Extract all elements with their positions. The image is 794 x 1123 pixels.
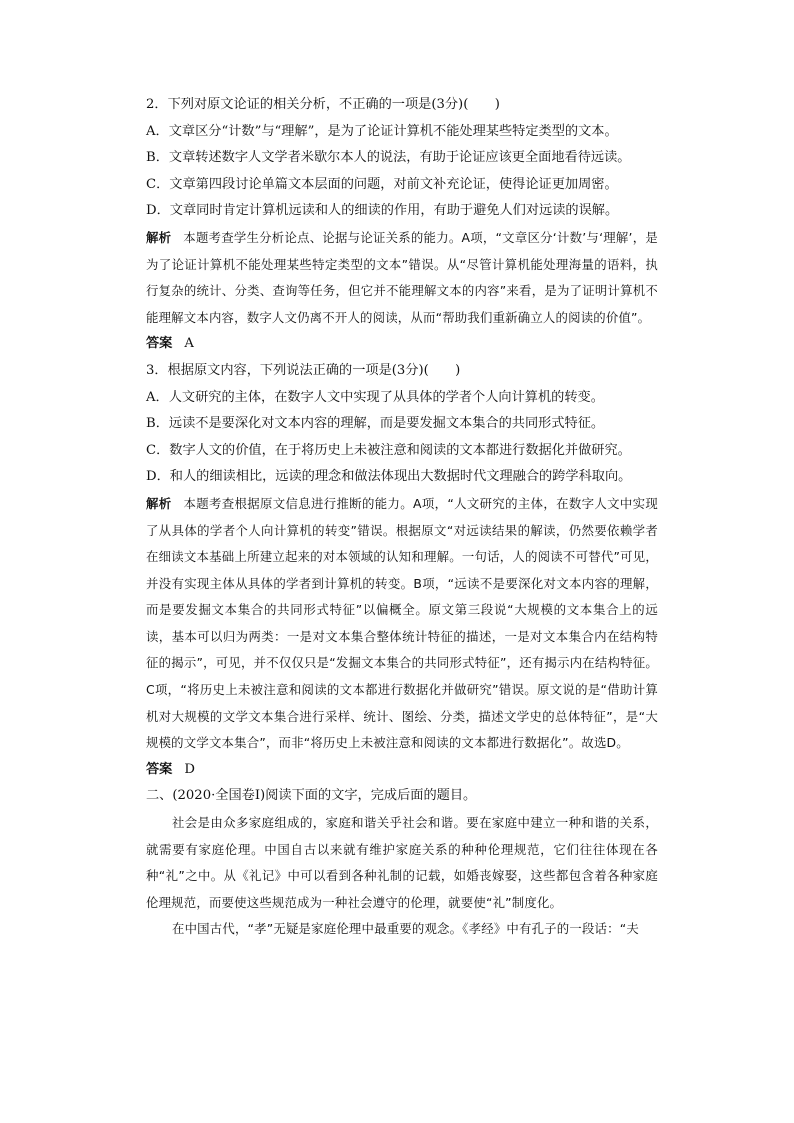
question-2-option-b: B．文章转述数字人文学者米歇尔本人的说法，有助于论证应该更全面地看待远读。 xyxy=(146,150,631,166)
question-2-stem: 2．下列对原文论证的相关分析，不正确的一项是(3分)( ) xyxy=(146,97,500,112)
question-2-option-c: C．文章第四段讨论单篇文本层面的问题，对前文补充论证，使得论证更加周密。 xyxy=(146,176,618,192)
analysis-text: 本题考查学生分析论点、论据与论证关系的能力。A项，“文章区分‘计数’与‘理解’，是为了论证计算机不能处理某些特定类型的文本”错误。从“尽管计算机能处理海量的语料，执行复杂的统计、分类、查询等任务，但它并不能理解文本的内容”来看，是为了证明计算机不能理解文本内容，数字人文仍离不开人的阅读，从而“帮助我们重新确立人的阅读的价值”。 xyxy=(146,229,658,325)
passage-paragraph: 在中国古代，“孝”无疑是家庭伦理中最重要的观念。《孝经》中有孔子的一段话：“夫 xyxy=(172,921,639,937)
document-content xyxy=(146,92,658,943)
section-2-heading: 二、(2020·全国卷Ⅰ)阅读下面的文字，完成后面的题目。 xyxy=(146,788,477,804)
analysis-text: 本题考查根据原文信息进行推断的能力。A项，“人文研究的主体，在数字人文中实现了从具体的学者个人向计算机的转变”错误。根据原文“对远读结果的解读，仍然要依赖学者在细读文本基础上所建立起来的对本领域的认知和理解。一句话，人的阅读不可替代”可见，并没有实现主体从具体的学者到计算机的转变。B项，“远读不是要深化对文本内容的理解，而是要发掘文本集合的共同形式特征”以偏概全。原文第三段说“大规模的文本集合上的远读，基本可以归为两类：一是对文本集合整体统计特征的描述，一是对文本集合内在结构特征的揭示”，可见，并不仅仅只是“发掘文本集合的共同形式特征”，还有揭示内在结构特征。C项，“将历史上未被注意和阅读的文本都进行数据化并做研究”错误。原文说的是“借助计算机对大规模的文学文本集合进行采样、统计、图绘、分类，描述文学史的总体特征”，是“大规模的文学文本集合”，而非“将历史上未被注意和阅读的文本都进行数据化”。故选D。 xyxy=(146,495,659,751)
question-3-analysis xyxy=(146,491,658,757)
question-3-option-a: A．人文研究的主体，在数字人文中实现了从具体的学者个人向计算机的转变。 xyxy=(146,389,604,405)
question-2-analysis xyxy=(146,225,658,331)
answer-value: D xyxy=(184,761,195,777)
answer-label: 答案 xyxy=(146,761,173,777)
answer-value: A xyxy=(184,336,194,352)
question-3-stem: 3．根据原文内容，下列说法正确的一项是(3分)( ) xyxy=(146,362,461,378)
question-2-option-d: D．文章同时肯定计算机远读和人的细读的作用，有助于避免人们对远读的误解。 xyxy=(146,203,619,219)
passage-paragraph: 社会是由众多家庭组成的，家庭和谐关乎社会和谐。要在家庭中建立一种和谐的关系，就需要有家庭伦理。中国自古以来就有维护家庭关系的种种伦理规范，它们往往体现在各种“礼”之中。从《礼记》中可以看到各种礼制的记载，如婚丧嫁娶，这些都包含着各种家庭伦理规范，而要使这些规范成为一种社会遵守的伦理，就要使“礼”制度化。 xyxy=(146,815,658,910)
analysis-label: 解析 xyxy=(146,495,172,511)
analysis-label: 解析 xyxy=(146,229,172,245)
question-3-answer xyxy=(146,757,658,784)
question-3-option-d: D．和人的细读相比，远读的理念和做法体现出大数据时代文理融合的跨学科取向。 xyxy=(146,469,632,485)
question-2-option-a: A．文章区分“计数”与“理解”，是为了论证计算机不能处理某些特定类型的文本。 xyxy=(146,123,618,139)
answer-label: 答案 xyxy=(146,336,173,352)
question-3-option-c: C．数字人文的价值，在于将历史上未被注意和阅读的文本都进行数据化并做研究。 xyxy=(146,442,631,458)
question-3-option-b: B．远读不是要深化对文本内容的理解，而是要发掘文本集合的共同形式特征。 xyxy=(146,416,605,432)
question-2-answer xyxy=(146,331,658,358)
